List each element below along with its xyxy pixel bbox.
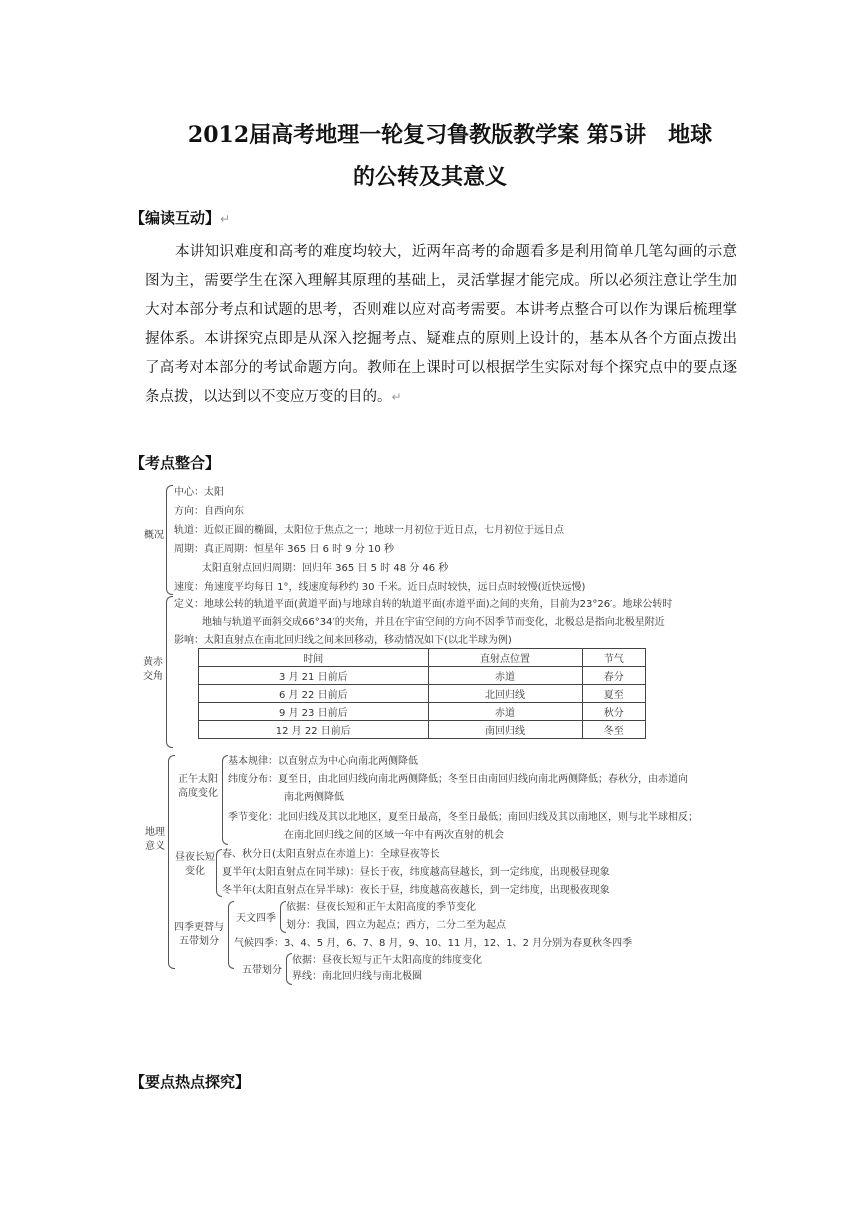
map-line: 太阳直射点回归周期：回归年 365 日 5 时 48 分 46 秒 [202, 563, 449, 574]
bracket [222, 755, 228, 845]
table-cell: 9 月 23 日前后 [199, 703, 429, 721]
table-cell: 北回归线 [428, 685, 582, 703]
table-cell: 冬至 [582, 721, 645, 739]
map-line: 中心：太阳 [174, 487, 224, 498]
map-line: 界线：南北回归线与南北极圈 [292, 971, 422, 982]
table-cell: 南回归线 [428, 721, 582, 739]
return-mark: ↵ [391, 390, 402, 404]
table-cell: 秋分 [582, 703, 645, 721]
map-line: 地轴与轨道平面斜交成66°34′的夹角，并且在宇宙空间的方向不因季节而变化，北极总是指向北极星附近 [202, 617, 665, 628]
bracket [166, 596, 173, 748]
title-line-1: 2012届高考地理一轮复习鲁教版教学案 第5讲 地球 [187, 122, 713, 148]
map-line: 春、秋分日(太阳直射点在赤道上)：全球昼夜等长 [222, 849, 440, 860]
subgroup-label-astronomical: 天文四季 [236, 913, 276, 924]
title-line-2: 的公转及其意义 [352, 164, 507, 190]
solar-position-table [198, 648, 646, 739]
subgroup-label-day-length: 昼夜长短变化 [175, 852, 215, 877]
map-line: 依据：昼夜长短和正午太阳高度的季节变化 [286, 902, 476, 913]
subgroup-label-seasons-zones: 四季更替与五带划分 [174, 922, 224, 947]
table-row [199, 721, 646, 739]
table-cell: 3 月 21 日前后 [199, 667, 429, 685]
map-line: 纬度分布：夏至日，由北回归线向南北两侧降低；冬至日由南回归线向南北两侧降低；春秋分，由赤道向 [228, 774, 688, 785]
map-line: 周期：真正周期：恒星年 365 日 6 时 9 分 10 秒 [174, 544, 394, 555]
map-line: 季节变化：北回归线及其以北地区，夏至日最高，冬至日最低；南回归线及其以南地区，则与北半球相反； [228, 812, 698, 823]
table-cell: 12 月 22 日前后 [199, 721, 429, 739]
map-line: 轨道：近似正圆的椭圆，太阳位于焦点之一；地球一月初位于近日点，七月初位于远日点 [174, 525, 564, 536]
table-cell: 赤道 [428, 703, 582, 721]
section-heading-points: 【考点整合】 [130, 454, 221, 472]
map-line: 冬半年(太阳直射点在异半球)：夜长于昼，纬度越高夜越长，到一定纬度，出现极夜现象 [222, 885, 610, 896]
map-line: 定义：地球公转的轨道平面(黄道平面)与地球自转的轨道平面(赤道平面)之间的夹角，目前为23°26′。地球公转时 [174, 599, 673, 610]
subgroup-label-noon-altitude: 正午太阳高度变化 [178, 774, 218, 799]
table-cell: 6 月 22 日前后 [199, 685, 429, 703]
map-line: 气候四季：3、4、5 月，6、7、8 月，9、10、11 月，12、1、2 月分别为春夏秋冬四季 [234, 938, 633, 949]
section-heading-explore: 【要点热点探究】 [130, 1073, 251, 1091]
map-line: 影响：太阳直射点在南北回归线之间来回移动，移动情况如下(以北半球为例) [174, 635, 512, 646]
table-row [199, 703, 646, 721]
group-label-overview: 概况 [144, 530, 164, 541]
return-mark: ↵ [220, 212, 231, 226]
map-line: 方向：自西向东 [174, 506, 244, 517]
map-line: 速度：角速度平均每日 1°，线速度每秒约 30 千米。近日点时较快，远日点时较慢(近快远慢) [174, 582, 586, 593]
map-line: 夏半年(太阳直射点在同半球)：昼长于夜，纬度越高昼越长，到一定纬度，出现极昼现象 [222, 867, 610, 878]
subgroup-label-five-zones: 五带划分 [242, 965, 282, 976]
map-line: 基本规律：以直射点为中心向南北两侧降低 [228, 756, 418, 767]
table-row [199, 685, 646, 703]
table-cell: 夏至 [582, 685, 645, 703]
table-row [199, 667, 646, 685]
table-header: 时间 [199, 649, 429, 667]
intro-paragraph: 本讲知识难度和高考的难度均较大，近两年高考的命题看多是利用简单几笔勾画的示意图为主，需要学生在深入理解其原理的基础上，灵活掌握才能完成。所以必须注意让学生加大对本部分考点和试题的思考，否则难以应对高考需要。本讲考点整合可以作为课后梳理掌握体系。本讲探究点即是从深入挖掘考点、疑难点的原则上设计的，基本从各个方面点拨出了高考对本部分的考试命题方向。教师在上课时可以根据学生实际对每个探究点中的要点逐条点拨，以达到以不变应万变的目的。↵ [145, 244, 737, 405]
map-line: 在南北回归线之间的区域一年中有两次直射的机会 [284, 830, 504, 841]
section-heading-intro: 【编读互动】↵ [130, 209, 231, 227]
map-line: 依据：昼夜长短与正午太阳高度的纬度变化 [292, 955, 482, 966]
map-line: 南北两侧降低 [284, 792, 344, 803]
group-label-obliquity: 黄赤交角 [143, 657, 163, 682]
concept-map [138, 481, 720, 982]
bracket [166, 485, 173, 595]
table-header: 直射点位置 [428, 649, 582, 667]
table-header-row [199, 649, 646, 667]
table-cell: 赤道 [428, 667, 582, 685]
table-header: 节气 [582, 649, 645, 667]
group-label-significance: 地理意义 [145, 827, 165, 852]
map-line: 划分：我国，四立为起点；西方，二分二至为起点 [286, 920, 506, 931]
table-cell: 春分 [582, 667, 645, 685]
